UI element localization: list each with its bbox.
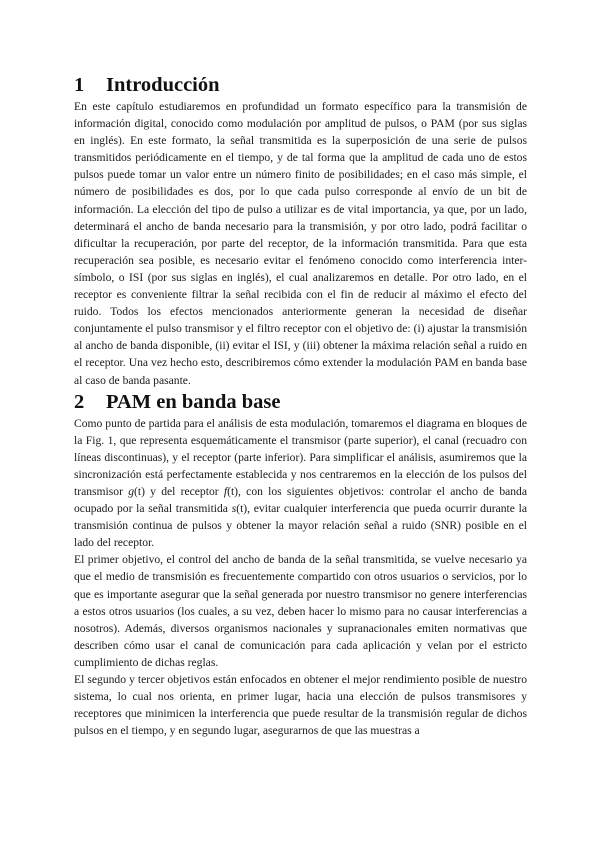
section-2-paragraph-2: El primer objetivo, el control del ancho de banda de la señal transmitida, se vuelve necesario ya que el medio de transmisión es frecuentemente compartido con otros usuarios o servicios, por lo que es importante asegurar que la señal generada por nuestro transmisor no genere interferencias a estos otros usuarios (los cuales, a su vez, deben hacer lo mismo para no causar interferencias a nosotros). Además, diversos organismos nacionales y supranacionales emiten normativas que describen cómo usar el canal de comunicación para cada aplicación y velan por el estricto cumplimiento de dichas reglas. (74, 553, 527, 669)
section-2-heading (74, 389, 527, 415)
math-g-arg: (t) (133, 484, 145, 498)
math-s-arg: (t) (236, 502, 248, 516)
section-1-title: Introducción (106, 74, 220, 96)
math-s: s (231, 502, 237, 516)
section-2-title: PAM en banda base (106, 390, 281, 413)
section-1-heading (74, 72, 527, 98)
math-f-arg: (t) (227, 484, 239, 498)
section-2-number: 2 (74, 390, 85, 413)
p1-text-d: , evitar cualquier interferencia que pueda ocurrir durante la transmisión continua de pulsos y obtener la mayor relación señal a ruido (SNR) posible en el lado del receptor. (74, 502, 527, 550)
math-g: g (128, 484, 134, 498)
section-1-paragraph-1: En este capítulo estudiaremos en profundidad un formato específico para la transmisión de información digital, conocido como modulación por amplitud de pulsos, o PAM (por sus siglas en inglés). En este formato, la señal transmitida es la superposición de una serie de pulsos transmitidos periódicamente en el tiempo, y de tal forma que la amplitud de cada uno de estos pulsos puede tomar un valor entre un número finito de posibilidades; en el caso más simple, el número de posibilidades es dos, por lo que cada pulso corresponde al envío de un bit de información. La elección del tipo de pulso a utilizar es de vital importancia, ya que, por un lado, determinará el ancho de banda necesario para la transmisión, y por otro lado, podrá facilitar o dificultar la recuperación, por parte del receptor, de la información transmitida. Para que esta recuperación sea posible, es necesario evitar el fenómeno conocido como interferencia inter-símbolo, o ISI (por sus siglas en inglés), el cual analizaremos en detalle. Por otro lado, en el receptor es conveniente filtrar la señal recibida con el fin de reducir al máximo el efecto del ruido. Todos los efectos mencionados anteriormente generan la necesidad de diseñar conjuntamente el pulso transmisor y el filtro receptor con el objetivo de: (i) ajustar la transmisión al ancho de banda disponible, (ii) evitar el ISI, y (iii) obtener la máxima relación señal a ruido en el receptor. Una vez hecho esto, describiremos cómo extender la modulación PAM en banda base al caso de banda pasante. (74, 100, 527, 387)
p1-text-b: y del receptor (144, 484, 224, 498)
section-1-number: 1 (74, 74, 85, 96)
p1-text-c: , con los siguientes objetivos: controlar el ancho de banda ocupado por la señal transmitida (74, 484, 527, 516)
p1-text-a: Como punto de partida para el análisis de esta modulación, tomaremos el diagrama en bloques de la Fig. 1, que representa esquemáticamente el transmisor (parte superior), el canal (recuadro con líneas discontinuas), y el receptor (parte inferior). Para simplificar el análisis, asumiremos que la sincronización está perfectamente establecida y nos centraremos en la elección de los pulsos del transmisor (74, 416, 527, 498)
math-f: f (223, 484, 228, 498)
section-2-paragraph-1 (74, 415, 527, 552)
document-page (74, 72, 527, 739)
section-2-paragraph-3: El segundo y tercer objetivos están enfocados en obtener el mejor rendimiento posible de nuestro sistema, lo cual nos orienta, en primer lugar, hacia una elección de pulsos transmisores y receptores que minimicen la interferencia que puede resultar de la transmisión regular de dichos pulsos en el tiempo, y en segundo lugar, asegurarnos de que las muestras a (74, 673, 527, 738)
